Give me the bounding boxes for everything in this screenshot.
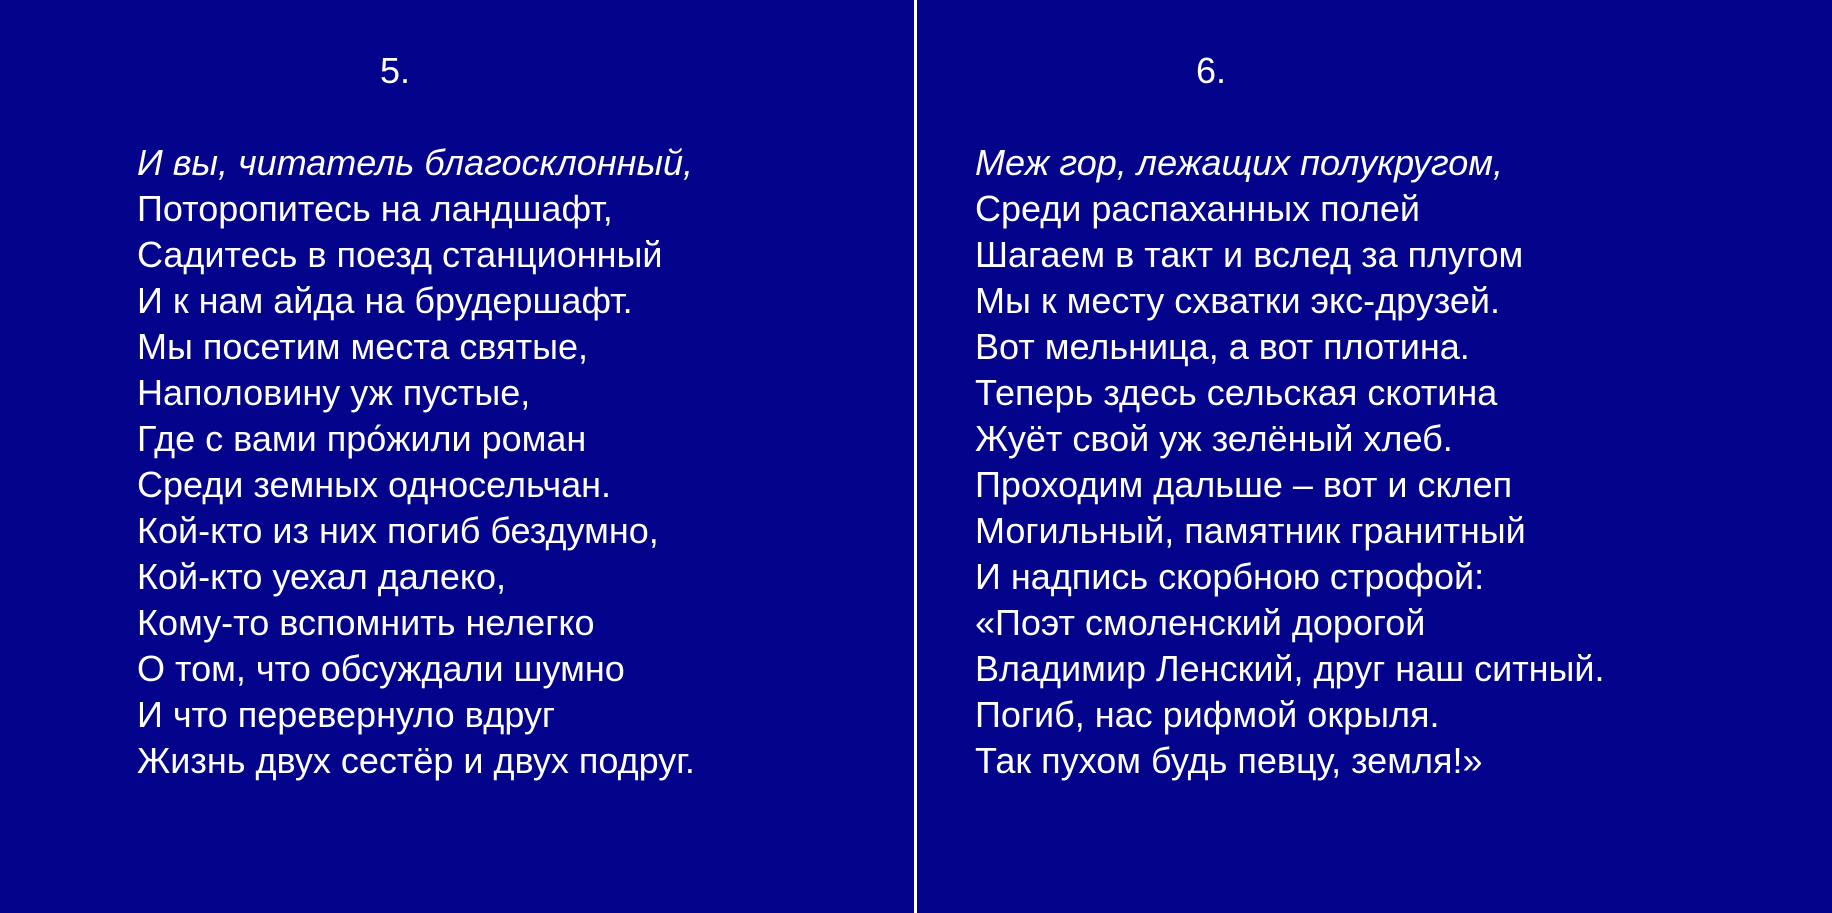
verse-line: Вот мельница, а вот плотина. — [975, 326, 1470, 367]
verse-line: О том, что обсуждали шумно — [137, 648, 625, 689]
verse-line: И надпись скорбною строфой: — [975, 556, 1485, 597]
stanza-5-verse — [137, 140, 695, 784]
verse-line: Где с вами про́жили роман — [137, 418, 587, 459]
verse-line: Среди распаханных полей — [975, 188, 1421, 229]
verse-line: Проходим дальше – вот и склеп — [975, 464, 1513, 505]
verse-line: «Поэт смоленский дорогой — [975, 602, 1426, 643]
verse-line: Среди земных односельчан. — [137, 464, 611, 505]
verse-line: Теперь здесь сельская скотина — [975, 372, 1498, 413]
verse-line: Жизнь двух сестёр и двух подруг. — [137, 740, 695, 781]
stanza-number: 6. — [1196, 50, 1227, 91]
verse-line: Поторопитесь на ландшафт, — [137, 188, 613, 229]
verse-line: Кой-кто уехал далеко, — [137, 556, 507, 597]
verse-line: И к нам айда на брудершафт. — [137, 280, 633, 321]
verse-line: Владимир Ленский, друг наш ситный. — [975, 648, 1605, 689]
verse-line: И что перевернуло вдруг — [137, 694, 556, 735]
stanza-number: 5. — [380, 50, 411, 91]
stanza-6-verse — [975, 140, 1605, 784]
verse-line: Шагаем в такт и вслед за плугом — [975, 234, 1524, 275]
verse-line: Мы посетим места святые, — [137, 326, 589, 367]
verse-line: Наполовину уж пустые, — [137, 372, 531, 413]
stanza-5-column — [0, 0, 914, 913]
verse-line: Могильный, памятник гранитный — [975, 510, 1526, 551]
verse-line: Садитесь в поезд станционный — [137, 234, 663, 275]
stanza-6-column — [917, 0, 1832, 913]
verse-line: Меж гор, лежащих полукругом, — [975, 142, 1503, 183]
verse-line: И вы, читатель благосклонный, — [137, 142, 693, 183]
verse-line: Кой-кто из них погиб бездумно, — [137, 510, 659, 551]
verse-line: Так пухом будь певцу, земля!» — [975, 740, 1483, 781]
verse-line: Жуёт свой уж зелёный хлеб. — [975, 418, 1453, 459]
verse-line: Погиб, нас рифмой окрыля. — [975, 694, 1440, 735]
verse-line: Кому-то вспомнить нелегко — [137, 602, 595, 643]
verse-line: Мы к месту схватки экс-друзей. — [975, 280, 1500, 321]
